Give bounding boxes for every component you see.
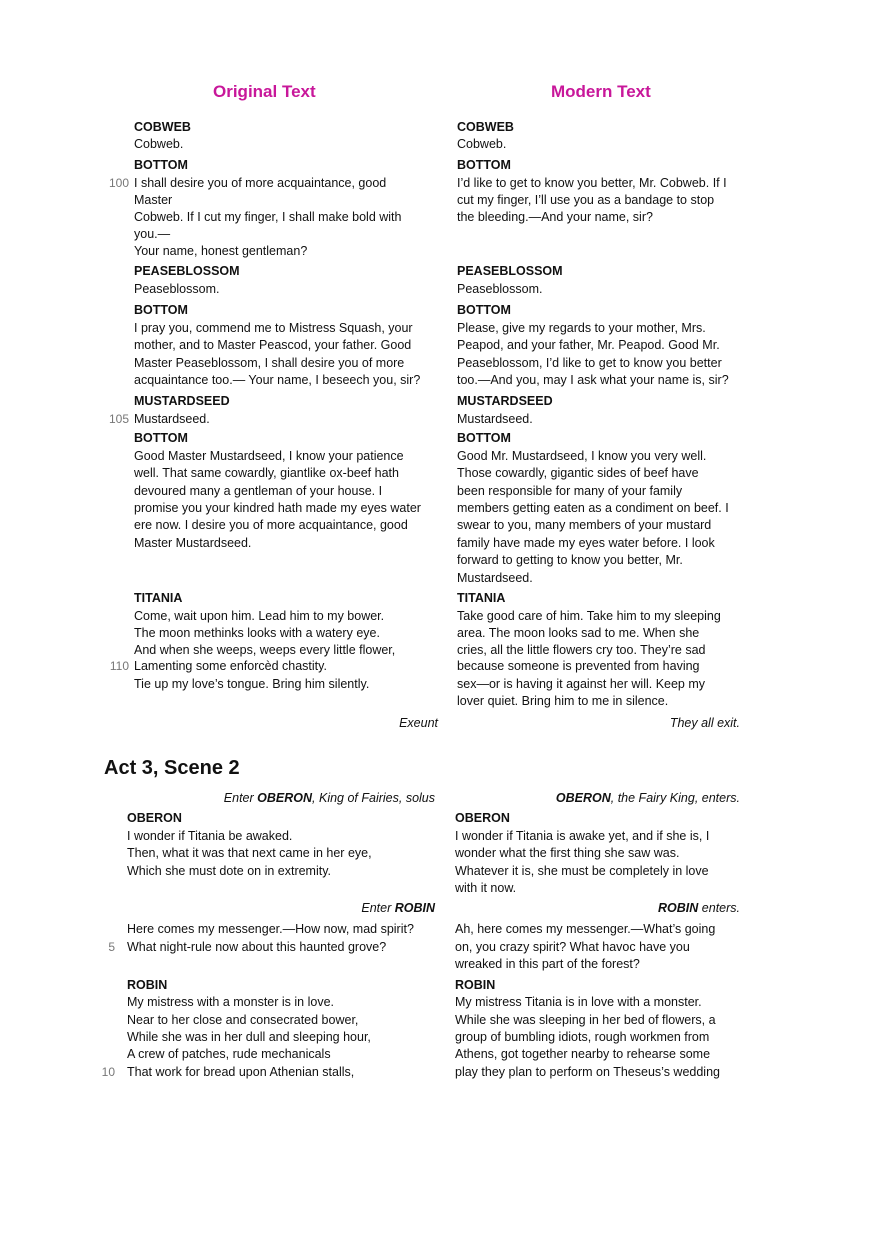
- verse-line: promise you your kindred hath made my eyes water: [134, 501, 421, 515]
- character-name: ROBIN: [658, 901, 699, 915]
- verse-line: That work for bread upon Athenian stalls,: [127, 1065, 355, 1079]
- prose-line: Mustardseed.: [457, 571, 533, 585]
- verse-line: And when she weeps, weeps every little flower,: [134, 643, 396, 657]
- character-name: OBERON: [257, 791, 313, 805]
- prose-line: been responsible for many of your family: [457, 484, 683, 498]
- speaker-name: COBWEB: [134, 120, 191, 134]
- verse-line: Lamenting some enforcèd chastity.: [134, 659, 327, 673]
- prose-line: wreaked in this part of the forest?: [455, 957, 640, 971]
- speaker-name: BOTTOM: [457, 431, 511, 445]
- speaker-name: PEASEBLOSSOM: [457, 264, 563, 278]
- modern-text-header: Modern Text: [551, 82, 651, 101]
- verse-line: Peaseblossom.: [134, 282, 220, 296]
- stage-direction: They all exit.: [669, 716, 740, 730]
- prose-line: cut my finger, I’ll use you as a bandage to stop: [457, 193, 715, 207]
- verse-line: The moon methinks looks with a watery eye.: [134, 626, 380, 640]
- verse-line: Master: [134, 193, 173, 207]
- verse-line: My mistress with a monster is in love.: [127, 995, 334, 1009]
- verse-line: mother, and to Master Peascod, your father. Good: [134, 338, 412, 352]
- stage-direction: Exeunt: [399, 716, 438, 730]
- verse-line: Which she must dote on in extremity.: [127, 864, 332, 878]
- verse-line: I shall desire you of more acquaintance, good: [134, 176, 387, 190]
- prose-line: Whatever it is, she must be completely in love: [455, 864, 709, 878]
- prose-line: forward to getting to know you better, Mr.: [457, 553, 683, 567]
- prose-line: Cobweb.: [457, 137, 507, 151]
- original-text-header: Original Text: [213, 82, 316, 101]
- verse-line: I pray you, commend me to Mistress Squash, your: [134, 321, 413, 335]
- verse-line: well. That same cowardly, giantlike ox-beef hath: [134, 466, 399, 480]
- prose-line: My mistress Titania is in love with a monster.: [455, 995, 702, 1009]
- stage-direction: [556, 791, 740, 805]
- verse-line: Mustardseed.: [134, 412, 210, 426]
- verse-line: Here comes my messenger.—How now, mad spirit?: [127, 922, 414, 936]
- direction-text: Enter: [361, 901, 395, 915]
- direction-text: enters.: [698, 901, 740, 915]
- prose-line: Peaseblossom.: [457, 282, 543, 296]
- verse-line: What night-rule now about this haunted grove?: [127, 940, 387, 954]
- prose-line: Those cowardly, gigantic sides of beef have: [457, 466, 699, 480]
- prose-line: with it now.: [455, 881, 517, 895]
- speaker-name: TITANIA: [457, 591, 506, 605]
- speaker-name: MUSTARDSEED: [134, 394, 230, 408]
- verse-line: Come, wait upon him. Lead him to my bower.: [134, 609, 385, 623]
- prose-line: lover quiet. Bring him to me in silence.: [457, 694, 669, 708]
- prose-line: Peaseblossom, I’d like to get to know you better: [457, 356, 722, 370]
- direction-text: , the Fairy King, enters.: [610, 791, 740, 805]
- verse-line: Cobweb.: [134, 137, 184, 151]
- prose-line: cries, all the little flowers cry too. They’re sad: [457, 643, 706, 657]
- prose-line: wonder what the first thing she saw was.: [455, 846, 680, 860]
- line-number: 5: [108, 940, 115, 954]
- prose-line: Peapod, and your father, Mr. Peapod. Good Mr.: [457, 338, 720, 352]
- line-number: 100: [108, 176, 129, 190]
- speaker-name: BOTTOM: [457, 303, 511, 317]
- verse-line: I wonder if Titania be awaked.: [127, 829, 293, 843]
- speaker-name: BOTTOM: [457, 158, 511, 172]
- prose-line: on, you crazy spirit? What havoc have you: [455, 940, 690, 954]
- character-name: OBERON: [555, 791, 611, 805]
- verse-line: Cobweb. If I cut my finger, I shall make bold with: [134, 210, 402, 224]
- direction-text: Enter: [223, 791, 258, 805]
- verse-line: Master Mustardseed.: [134, 536, 252, 550]
- prose-line: family have made my eyes water before. I look: [457, 536, 715, 550]
- verse-line: Tie up my love’s tongue. Bring him silently.: [134, 677, 370, 691]
- verse-line: Good Master Mustardseed, I know your patience: [134, 449, 404, 463]
- speaker-name: BOTTOM: [134, 431, 188, 445]
- prose-line: I’d like to get to know you better, Mr. Cobweb. If I: [457, 176, 727, 190]
- direction-text: , King of Fairies, solus: [312, 791, 435, 805]
- stage-direction: [658, 901, 740, 915]
- prose-line: While she was sleeping in her bed of flowers, a: [455, 1013, 716, 1027]
- line-number: 110: [109, 659, 129, 673]
- stage-direction: [224, 791, 435, 805]
- prose-line: Good Mr. Mustardseed, I know you very well.: [457, 449, 707, 463]
- line-number: 105: [108, 412, 129, 426]
- verse-line: you.—: [134, 227, 171, 241]
- prose-line: Take good care of him. Take him to my sleeping: [457, 609, 721, 623]
- speaker-name: BOTTOM: [134, 303, 188, 317]
- verse-line: Then, what it was that next came in her eye,: [127, 846, 372, 860]
- verse-line: Master Peaseblossom, I shall desire you of more: [134, 356, 405, 370]
- speaker-name: PEASEBLOSSOM: [134, 264, 240, 278]
- prose-line: too.—And you, may I ask what your name is, sir?: [457, 373, 729, 387]
- verse-line: acquaintance too.— Your name, I beseech you, sir?: [134, 373, 421, 387]
- prose-line: because someone is prevented from having: [457, 659, 700, 673]
- stage-direction: [361, 901, 435, 915]
- prose-line: swear to you, many members of your mustard: [457, 518, 712, 532]
- prose-line: play they plan to perform on Theseus’s wedding: [455, 1065, 720, 1079]
- prose-line: Mustardseed.: [457, 412, 533, 426]
- speaker-name: MUSTARDSEED: [457, 394, 553, 408]
- speaker-name: ROBIN: [455, 978, 496, 992]
- verse-line: A crew of patches, rude mechanicals: [127, 1047, 331, 1061]
- prose-line: Athens, got together nearby to rehearse some: [455, 1047, 711, 1061]
- prose-line: Ah, here comes my messenger.—What’s going: [455, 922, 716, 936]
- speaker-name: ROBIN: [127, 978, 168, 992]
- prose-line: sex—or is having it against her will. Keep my: [457, 677, 706, 691]
- scene-title: Act 3, Scene 2: [104, 757, 240, 779]
- verse-line: Near to her close and consecrated bower,: [127, 1013, 359, 1027]
- speaker-name: BOTTOM: [134, 158, 188, 172]
- verse-line: devoured many a gentleman of your house. I: [134, 484, 383, 498]
- prose-line: group of bumbling idiots, rough workmen from: [455, 1030, 710, 1044]
- speaker-name: COBWEB: [457, 120, 514, 134]
- prose-line: area. The moon looks sad to me. When she: [457, 626, 700, 640]
- speaker-name: TITANIA: [134, 591, 183, 605]
- speaker-name: OBERON: [455, 811, 510, 825]
- line-number: 10: [101, 1065, 115, 1079]
- character-name: ROBIN: [394, 901, 435, 915]
- prose-line: the bleeding.—And your name, sir?: [457, 210, 653, 224]
- verse-line: While she was in her dull and sleeping hour,: [127, 1030, 371, 1044]
- verse-line: ere now. I desire you of more acquaintance, good: [134, 518, 408, 532]
- prose-line: Please, give my regards to your mother, Mrs.: [457, 321, 706, 335]
- verse-line: Your name, honest gentleman?: [134, 244, 308, 258]
- prose-line: I wonder if Titania is awake yet, and if she is, I: [455, 829, 710, 843]
- speaker-name: OBERON: [127, 811, 182, 825]
- prose-line: members getting eaten as a condiment on beef. I: [457, 501, 729, 515]
